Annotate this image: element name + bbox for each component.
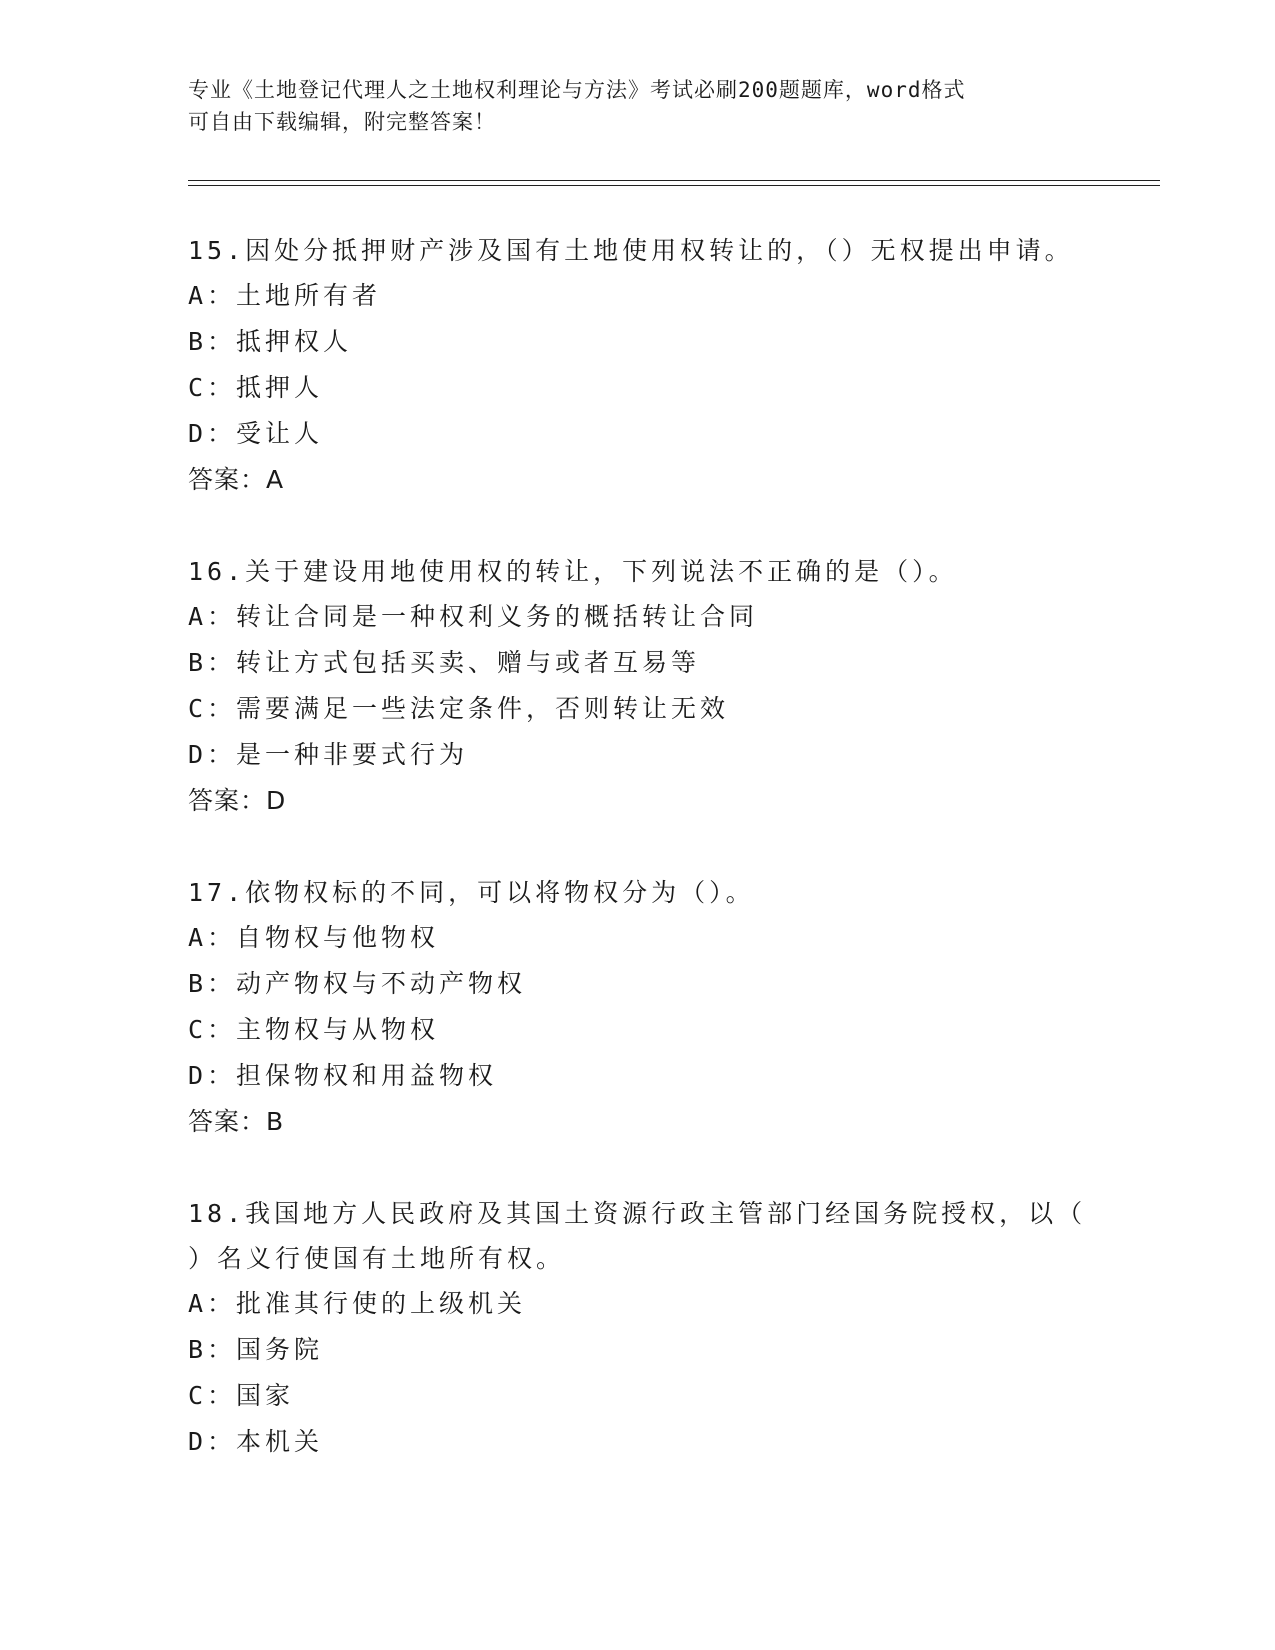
header-line-1: 专业《土地登记代理人之土地权利理论与方法》考试必刷200题题库，word格式 [188, 78, 966, 102]
header-divider-bottom [188, 185, 1160, 186]
header-divider-top [188, 180, 1160, 181]
option-c: C：主物权与从物权 [188, 1015, 440, 1044]
option-c: C：国家 [188, 1381, 295, 1410]
option-d: D：本机关 [188, 1427, 324, 1456]
option-a: A：批准其行使的上级机关 [188, 1289, 527, 1318]
document-header [188, 74, 1088, 138]
question-stem: 16.关于建设用地使用权的转让，下列说法不正确的是（）。 [188, 557, 958, 586]
option-a: A：土地所有者 [188, 281, 382, 310]
option-d: D：担保物权和用益物权 [188, 1061, 498, 1090]
option-c: C：抵押人 [188, 373, 324, 402]
answer: 答案：B [188, 1107, 285, 1136]
answer: 答案：D [188, 786, 287, 815]
question-18 [188, 1191, 1088, 1465]
answer: 答案：A [188, 465, 285, 494]
question-15 [188, 228, 1088, 503]
option-d: D：是一种非要式行为 [188, 740, 469, 769]
question-17 [188, 870, 1088, 1145]
question-list [188, 228, 1088, 1511]
option-b: B：抵押权人 [188, 327, 353, 356]
question-stem: 15.因处分抵押财产涉及国有土地使用权转让的，（）无权提出申请。 [188, 236, 1074, 265]
option-d: D：受让人 [188, 419, 324, 448]
header-line-2: 可自由下载编辑，附完整答案！ [188, 110, 496, 134]
question-stem-line-2: ）名义行使国有土地所有权。 [188, 1244, 566, 1273]
option-a: A：自物权与他物权 [188, 923, 440, 952]
question-16 [188, 549, 1088, 824]
option-b: B：国务院 [188, 1335, 324, 1364]
option-c: C：需要满足一些法定条件，否则转让无效 [188, 694, 730, 723]
option-b: B：动产物权与不动产物权 [188, 969, 527, 998]
question-stem-line-1: 18.我国地方人民政府及其国土资源行政主管部门经国务院授权，以（ [188, 1199, 1087, 1228]
option-a: A：转让合同是一种权利义务的概括转让合同 [188, 602, 759, 631]
question-stem: 17.依物权标的不同，可以将物权分为（）。 [188, 878, 755, 907]
option-b: B：转让方式包括买卖、赠与或者互易等 [188, 648, 701, 677]
